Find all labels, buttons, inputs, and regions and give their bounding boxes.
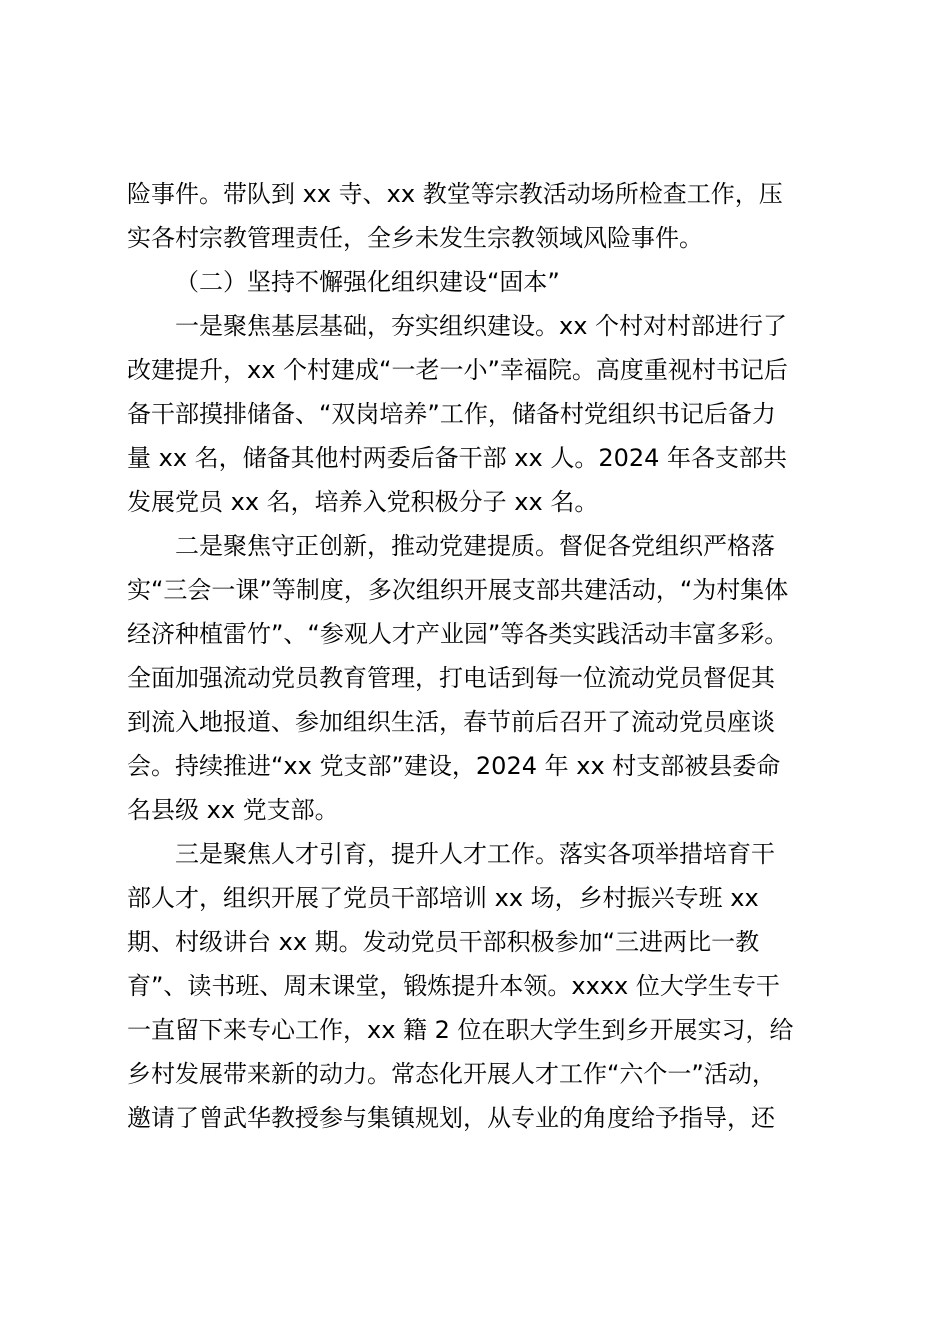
text-line: 会。持续推进“xx 党支部”建设，2024 年 xx 村支部被县委命: [127, 752, 781, 780]
text-line: 部人才，组织开展了党员干部培训 xx 场，乡村振兴专班 xx: [127, 884, 759, 912]
text-line: 备干部摸排储备、“双岗培养”工作，储备村党组织书记后备力: [127, 400, 776, 428]
section-heading: （二）坚持不懈强化组织建设“固本”: [175, 268, 560, 296]
paragraph-first-line: 三是聚焦人才引育，提升人才工作。落实各项举措培育干: [175, 840, 775, 868]
text-line: 邀请了曾武华教授参与集镇规划，从专业的角度给予指导，还: [127, 1104, 775, 1132]
text-line: 一直留下来专心工作，xx 籍 2 位在职大学生到乡开展实习，给: [127, 1016, 794, 1044]
text-line: 经济种植雷竹”、“参观人才产业园”等各类实践活动丰富多彩。: [127, 620, 789, 648]
text-line: 量 xx 名，储备其他村两委后备干部 xx 人。2024 年各支部共: [127, 444, 788, 472]
body-text: [127, 172, 827, 1140]
text-line: 险事件。带队到 xx 寺、xx 教堂等宗教活动场所检查工作，压: [127, 180, 783, 208]
text-line: 期、村级讲台 xx 期。发动党员干部积极参加“三进两比一教: [127, 928, 760, 956]
paragraph-first-line: 一是聚焦基层基础，夯实组织建设。xx 个村对村部进行了: [175, 312, 788, 340]
text-line: 名县级 xx 党支部。: [127, 796, 339, 824]
text-line: 育”、读书班、周末课堂，锻炼提升本领。xxxx 位大学生专干: [127, 972, 780, 1000]
text-line: 到流入地报道、参加组织生活，春节前后召开了流动党员座谈: [127, 708, 775, 736]
text-line: 实“三会一课”等制度，多次组织开展支部共建活动，“为村集体: [127, 576, 789, 604]
text-line: 乡村发展带来新的动力。常态化开展人才工作“六个一”活动，: [127, 1060, 776, 1088]
text-line: 改建提升，xx 个村建成“一老一小”幸福院。高度重视村书记后: [127, 356, 788, 384]
text-line: 发展党员 xx 名，培养入党积极分子 xx 名。: [127, 488, 599, 516]
text-line: 实各村宗教管理责任，全乡未发生宗教领域风险事件。: [127, 224, 703, 252]
text-line: 全面加强流动党员教育管理，打电话到每一位流动党员督促其: [127, 664, 775, 692]
paragraph-first-line: 二是聚焦守正创新，推动党建提质。督促各党组织严格落: [175, 532, 775, 560]
